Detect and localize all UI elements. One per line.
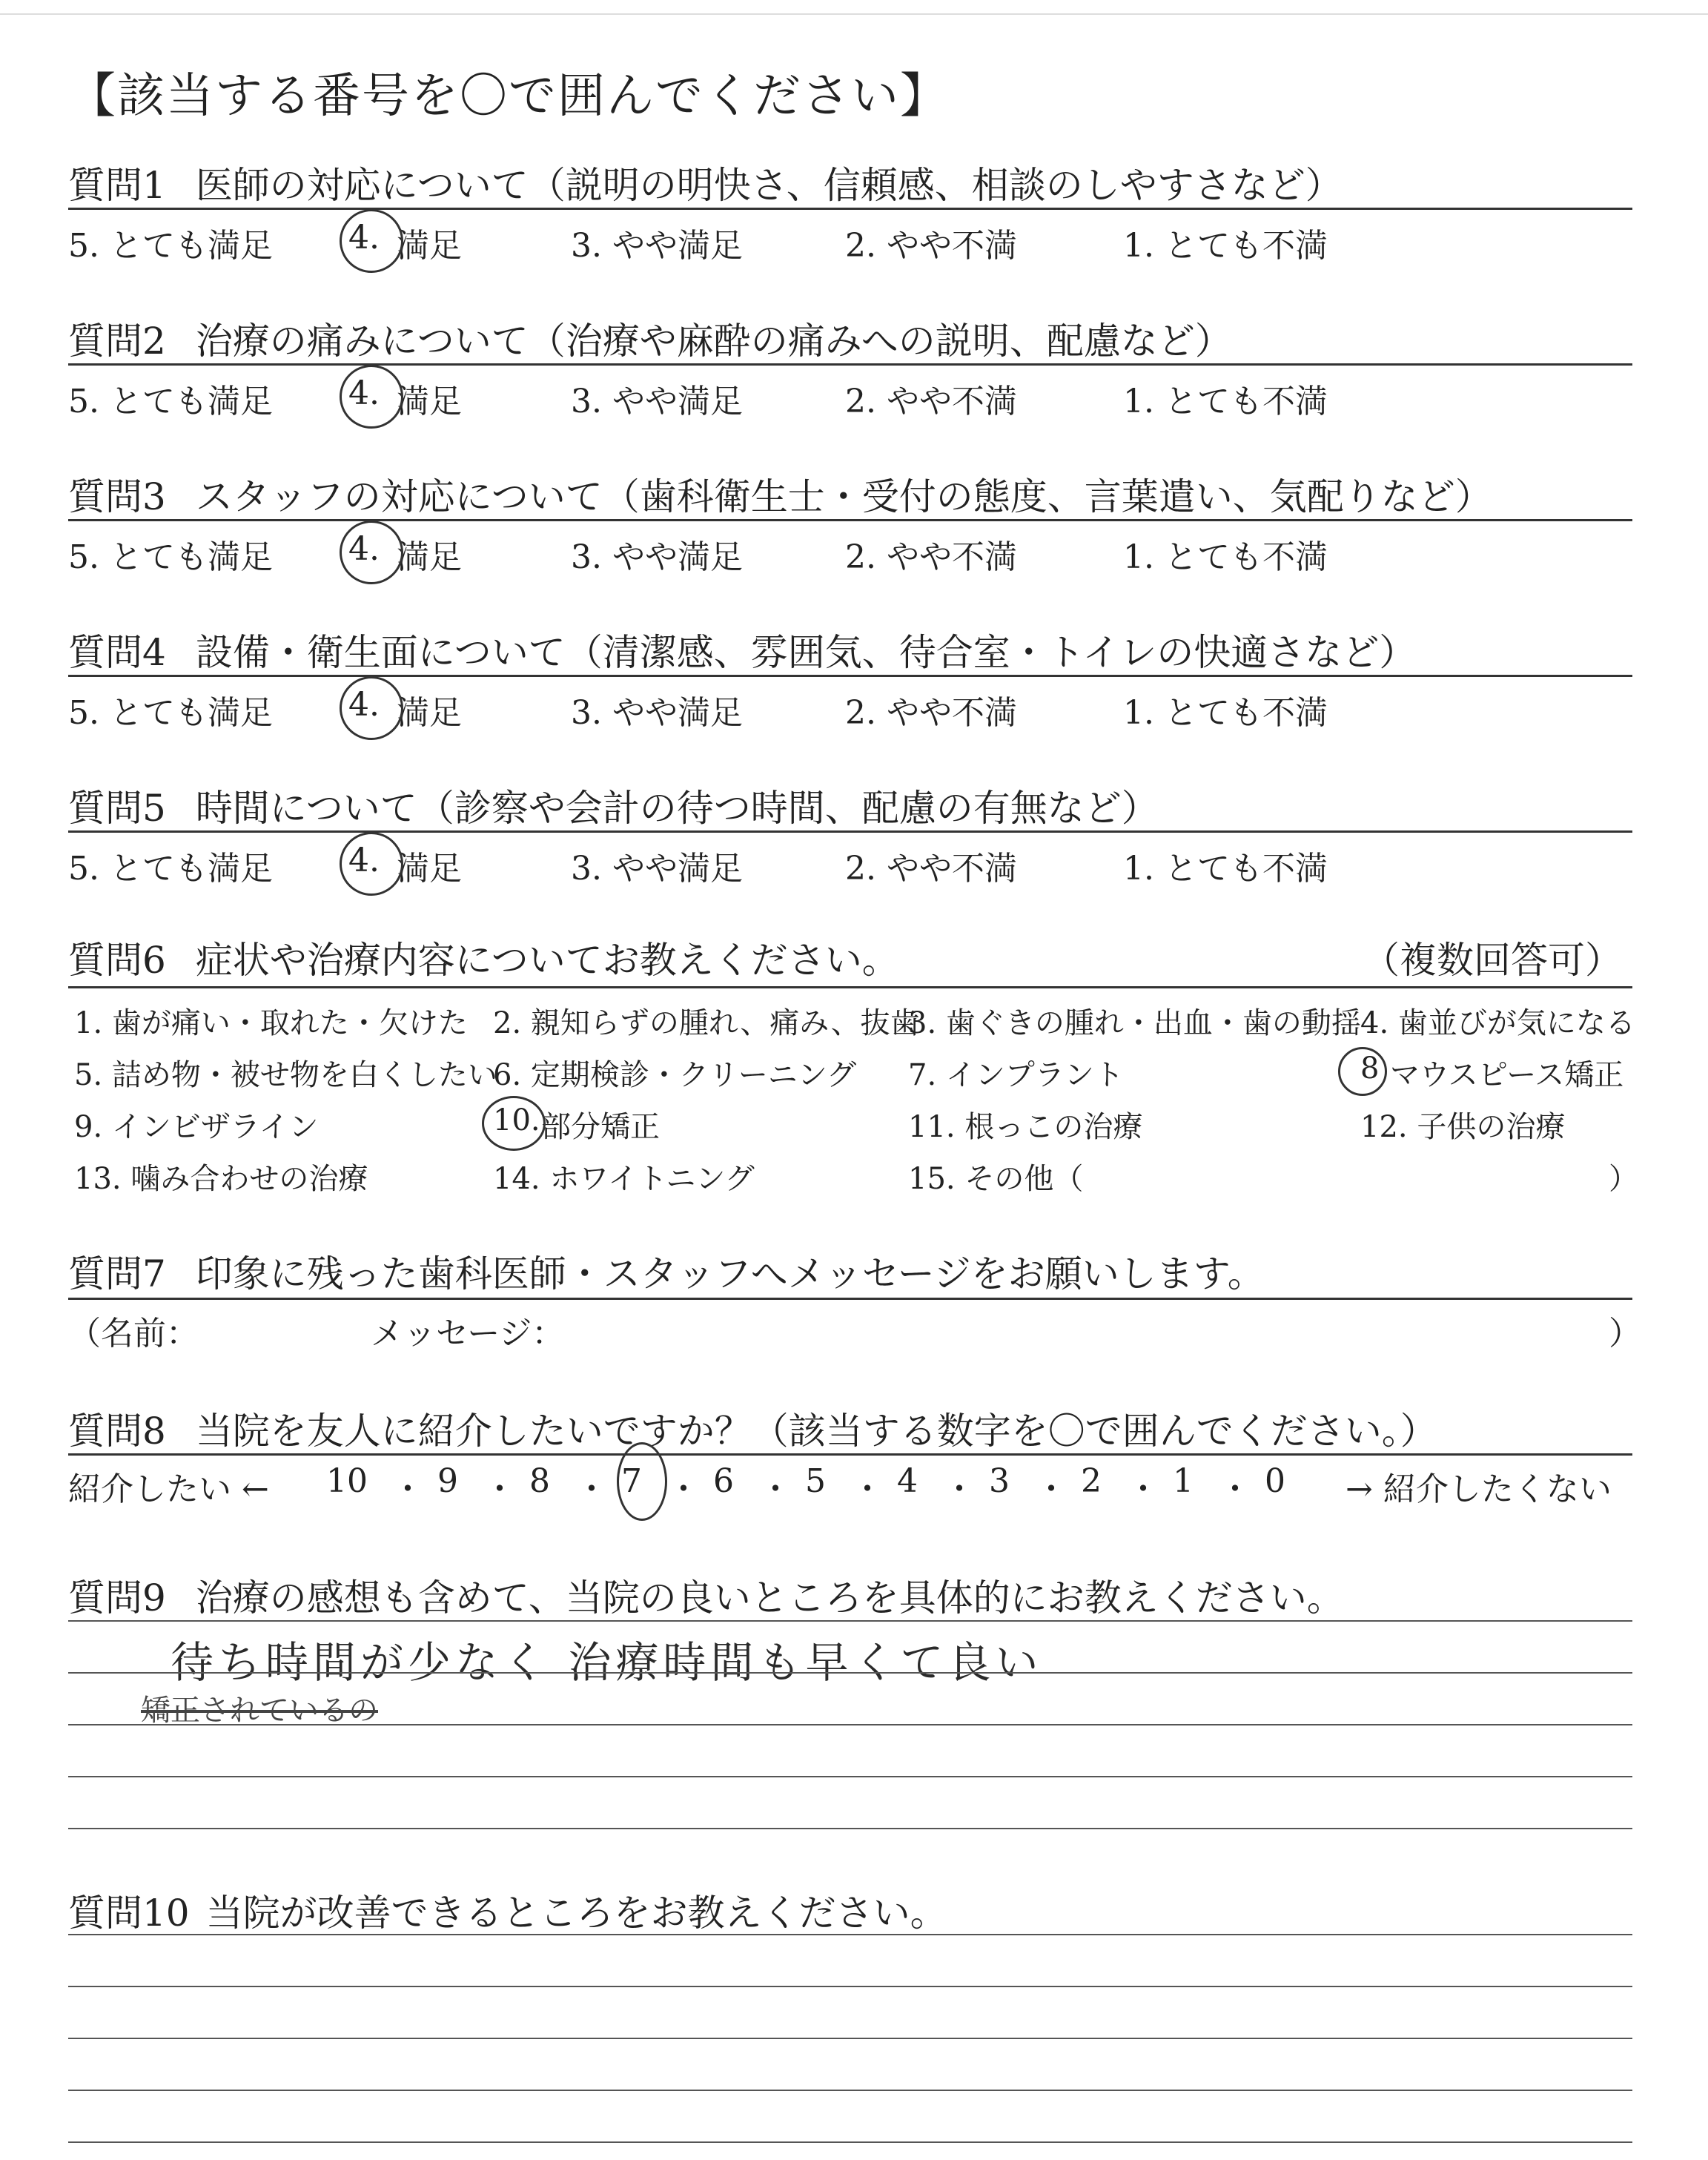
q6-option-10-circle (482, 1096, 546, 1151)
q5-option[interactable]: 5. とても満足 (68, 850, 273, 888)
q8-label (68, 1401, 1437, 1455)
q3-option[interactable]: 1. とても不満 (1123, 538, 1328, 576)
q8-scale-value[interactable]: 5 (805, 1462, 826, 1500)
question-text: 治療の痛みについて（治療や麻酔の痛みへの説明、配慮など） (195, 320, 1232, 363)
q6-option[interactable]: 6. 定期検診・クリーニング (493, 1058, 857, 1092)
q8-scale-value[interactable]: 7 (621, 1462, 642, 1500)
q8-separator: ・ (943, 1470, 976, 1508)
q8-separator: ・ (1127, 1470, 1159, 1508)
q8-scale-value[interactable]: 3 (989, 1462, 1010, 1500)
q9-handwritten-answer: 待ち時間が少なく 治療時間も早くて良い (171, 1637, 1043, 1688)
q4-label (68, 623, 1416, 676)
q4-option[interactable]: 4. (348, 686, 380, 724)
q8-scale-value[interactable]: 9 (437, 1462, 458, 1500)
q8-separator: ・ (667, 1470, 700, 1508)
q8-separator: ・ (483, 1470, 516, 1508)
question-number: 質問1 (68, 164, 166, 207)
q8-scale-value[interactable]: 8 (529, 1462, 550, 1500)
q5-rule (68, 830, 1632, 833)
q9-line-3 (68, 1724, 1632, 1725)
q7-text: 印象に残った歯科医師・スタッフへメッセージをお願いします。 (195, 1252, 1265, 1295)
q6-option[interactable]: 7. インプラント (908, 1058, 1124, 1092)
question-number: 質問2 (68, 320, 166, 363)
q1-option[interactable]: 5. とても満足 (68, 227, 273, 265)
q1-rule (68, 208, 1632, 210)
q2-selected-circle (340, 365, 403, 429)
q6-option[interactable]: 13. 噛み合わせの治療 (74, 1162, 368, 1196)
q1-option[interactable]: 4. (348, 219, 380, 257)
q10-line-3 (68, 2038, 1632, 2039)
q7-number: 質問7 (68, 1252, 166, 1295)
q8-selected-circle (617, 1442, 667, 1521)
q8-scale-value[interactable]: 1 (1173, 1462, 1194, 1500)
q4-option[interactable]: 1. とても不満 (1123, 694, 1328, 732)
q8-separator: ・ (391, 1470, 424, 1508)
q8-rule (68, 1453, 1632, 1456)
question-text: スタッフの対応について（歯科衛生士・受付の態度、言葉遣い、気配りなど） (195, 475, 1492, 518)
q1-option[interactable]: 3. やや満足 (571, 227, 743, 265)
q2-rule (68, 363, 1632, 366)
q9-line-2 (68, 1672, 1632, 1674)
question-text: 設備・衛生面について（清潔感、雰囲気、待合室・トイレの快適さなど） (195, 631, 1417, 674)
q9-struck-text: 矯正されているの (141, 1694, 378, 1728)
q3-selected-circle (340, 521, 403, 584)
q10-line-1 (68, 1934, 1632, 1935)
q1-option[interactable]: 満足 (397, 227, 462, 265)
q5-option[interactable]: 4. (348, 842, 380, 879)
q1-selected-circle (340, 209, 403, 273)
q2-option[interactable]: 5. とても満足 (68, 383, 273, 420)
q5-option[interactable]: 満足 (397, 850, 462, 888)
q6-option[interactable]: 9. インビザライン (74, 1110, 319, 1144)
q6-option[interactable]: 1. 歯が痛い・取れた・欠けた (74, 1006, 468, 1040)
q8-separator: ・ (1035, 1470, 1068, 1508)
q3-label (68, 467, 1492, 521)
q8-separator: ・ (759, 1470, 792, 1508)
q4-rule (68, 675, 1632, 677)
q8-separator: ・ (851, 1470, 884, 1508)
question-text: 医師の対応について（説明の明快さ、信頼感、相談のしやすさなど） (195, 164, 1343, 207)
question-number: 質問4 (68, 631, 166, 674)
q7-rule (68, 1298, 1632, 1300)
q6-option[interactable]: 15. その他（ (908, 1162, 1084, 1196)
q2-option[interactable]: 2. やや不満 (845, 383, 1017, 420)
q5-option[interactable]: 2. やや不満 (845, 850, 1017, 888)
q8-left-label: 紹介したい ← (68, 1470, 269, 1508)
q6-option[interactable]: 8 (1360, 1051, 1380, 1086)
form-title: 【該当する番号を〇で囲んでください】 (68, 69, 949, 124)
q8-separator: ・ (575, 1470, 608, 1508)
q9-line-5 (68, 1828, 1632, 1829)
q6-option[interactable]: 4. 歯並びが気になる (1360, 1006, 1635, 1040)
page-top-border (0, 13, 1708, 15)
q3-rule (68, 519, 1632, 521)
q6-text: 症状や治療内容についてお教えください。 (195, 939, 899, 982)
q2-option[interactable]: 1. とても不満 (1123, 383, 1328, 420)
q5-option[interactable]: 1. とても不満 (1123, 850, 1328, 888)
q8-scale-value[interactable]: 0 (1265, 1462, 1285, 1500)
q8-scale-value[interactable]: 4 (897, 1462, 918, 1500)
q6-option[interactable]: ） (1609, 1162, 1638, 1196)
q10-label (68, 1883, 947, 1937)
q6-option[interactable]: 2. 親知らずの腫れ、痛み、抜歯 (493, 1006, 920, 1040)
q7-message-label: メッセージ： (371, 1315, 565, 1353)
q10-line-4 (68, 2090, 1632, 2091)
q8-separator: ・ (1219, 1470, 1251, 1508)
q10-line-5 (68, 2141, 1632, 2143)
q3-option[interactable]: 満足 (397, 538, 462, 576)
q5-selected-circle (340, 832, 403, 896)
q4-option[interactable]: 3. やや満足 (571, 694, 743, 732)
q1-label (68, 156, 1343, 209)
q4-option[interactable]: 2. やや不満 (845, 694, 1017, 732)
q3-option[interactable]: 3. やや満足 (571, 538, 743, 576)
q7-label (68, 1244, 1265, 1298)
q8-scale-value[interactable]: 2 (1081, 1462, 1102, 1500)
q10-line-2 (68, 1986, 1632, 1987)
q9-line-4 (68, 1776, 1632, 1777)
q9-line-1 (68, 1620, 1632, 1622)
q7-name-label: （名前： (68, 1315, 199, 1353)
q8-number: 質問8 (68, 1410, 166, 1453)
q4-option[interactable]: 5. とても満足 (68, 694, 273, 732)
q6-option[interactable]: 11. 根っこの治療 (908, 1110, 1143, 1144)
q6-option[interactable]: 3. 歯ぐきの腫れ・出血・歯の動揺 (908, 1006, 1361, 1040)
q6-option[interactable]: 12. 子供の治療 (1360, 1110, 1566, 1144)
q1-option[interactable]: 2. やや不満 (845, 227, 1017, 265)
q4-selected-circle (340, 676, 403, 740)
q8-text: 当院を友人に紹介したいですか？（該当する数字を〇で囲んでください。） (195, 1410, 1437, 1453)
q6-option[interactable]: 5. 詰め物・被せ物を白くしたい (74, 1058, 497, 1092)
q6-number: 質問6 (68, 939, 166, 982)
q4-option[interactable]: 満足 (397, 694, 462, 732)
q5-label (68, 779, 1159, 832)
q2-option[interactable]: 満足 (397, 383, 462, 420)
q6-rule (68, 986, 1632, 988)
q6-option[interactable]: 14. ホワイトニング (493, 1162, 755, 1196)
q10-number: 質問10 (68, 1892, 190, 1935)
q2-option[interactable]: 4. (348, 374, 380, 412)
q9-text: 治療の感想も含めて、当院の良いところを具体的にお教えください。 (195, 1576, 1344, 1619)
q10-text: 当院が改善できるところをお教えください。 (205, 1892, 947, 1935)
q6-option-8-circle (1338, 1047, 1387, 1096)
q8-right-label: → 紹介したくない (1345, 1470, 1612, 1508)
q2-label (68, 311, 1232, 365)
q6-option-10-label: 部分矯正 (541, 1110, 660, 1144)
q2-option[interactable]: 3. やや満足 (571, 383, 743, 420)
q8-scale-value[interactable]: 6 (713, 1462, 734, 1500)
q5-option[interactable]: 3. やや満足 (571, 850, 743, 888)
q6-note: （複数回答可） (1363, 939, 1622, 982)
question-number: 質問5 (68, 787, 166, 830)
q6-option-8-label: マウスピース矯正 (1390, 1058, 1624, 1092)
question-text: 時間について（診察や会計の待つ時間、配慮の有無など） (195, 787, 1159, 830)
q9-label (68, 1568, 1344, 1622)
q6-label (68, 931, 899, 984)
q3-option[interactable]: 2. やや不満 (845, 538, 1017, 576)
q6-option[interactable]: 10. (493, 1103, 540, 1137)
question-number: 質問3 (68, 475, 166, 518)
q3-option[interactable]: 4. (348, 530, 380, 568)
q9-number: 質問9 (68, 1576, 166, 1619)
q3-option[interactable]: 5. とても満足 (68, 538, 273, 576)
q7-close-paren: ） (1609, 1315, 1641, 1353)
q1-option[interactable]: 1. とても不満 (1123, 227, 1328, 265)
q8-scale-value[interactable]: 10 (326, 1462, 368, 1500)
